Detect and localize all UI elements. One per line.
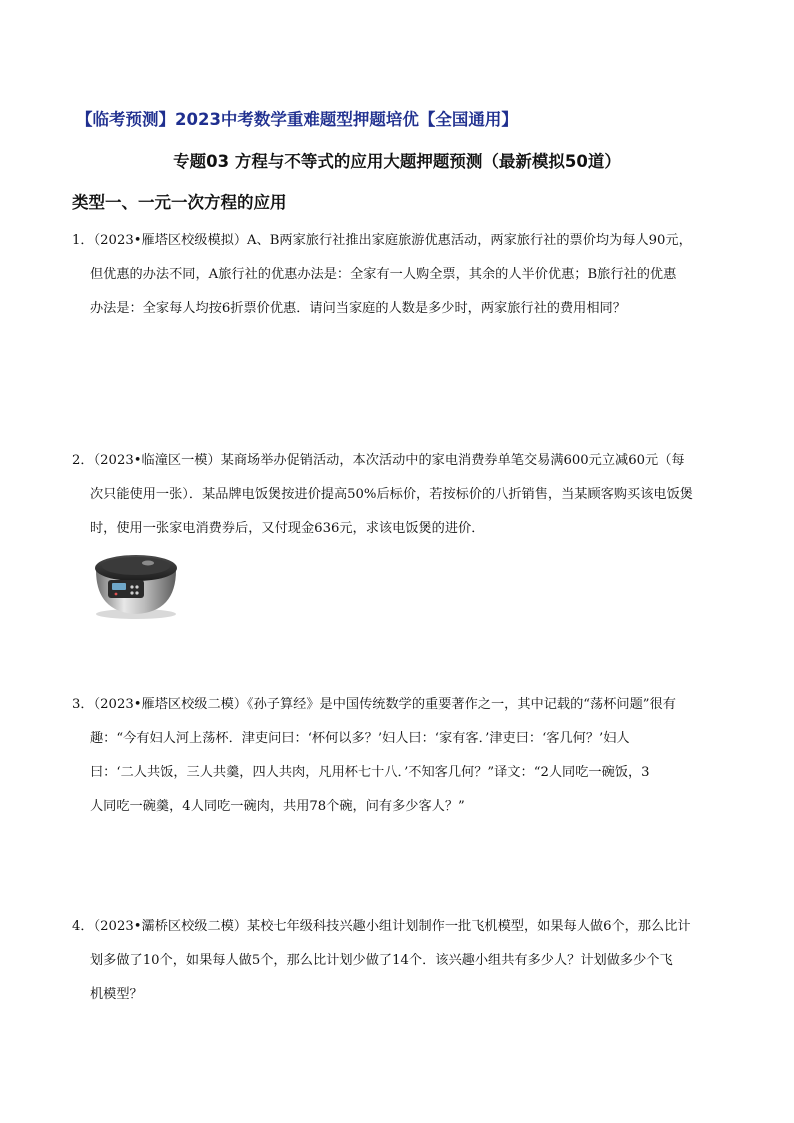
question-line: 办法是：全家每人均按6折票价优惠．请问当家庭的人数是多少时，两家旅行社的费用相同？ (90, 301, 626, 316)
document-title: 专题03 方程与不等式的应用大题押题预测（最新模拟50道） (173, 152, 621, 171)
question-line: 曰：‘二人共饭，三人共羹，四人共肉，凡用杯七十八．’不知客几何？”译文：“2人同吃一碗饭，3 (90, 765, 650, 780)
document-header: 【临考预测】2023中考数学重难题型押题培优【全国通用】 (76, 110, 518, 129)
section-heading: 类型一、一元一次方程的应用 (72, 193, 287, 212)
question-line: 4．（2023•灞桥区校级二模）某校七年级科技兴趣小组计划制作一批飞机模型，如果每人做6个，那么比计 (72, 919, 691, 934)
question-line: 趣：“今有妇人河上荡杯．津吏问曰：‘杯何以多？’妇人曰：‘家有客．’津吏曰：‘客几何？’妇人 (90, 731, 630, 746)
question-line: 机模型？ (90, 987, 143, 1002)
question-line: 3．（2023•雁塔区校级二模）《孙子算经》是中国传统数学的重要著作之一，其中记载的“荡杯问题”很有 (72, 697, 676, 712)
question-4 (72, 910, 732, 1012)
question-line: 2．（2023•临潼区一模）某商场举办促销活动，本次活动中的家电消费券单笔交易满600元立减60元（每 (72, 453, 685, 468)
question-line: 划多做了10个，如果每人做5个，那么比计划少做了14个．该兴趣小组共有多少人？计划做多少个飞 (90, 953, 673, 968)
rice-cooker-image (88, 542, 184, 620)
question-2 (72, 444, 732, 546)
question-line: 但优惠的办法不同，A旅行社的优惠办法是：全家有一人购全票，其余的人半价优惠；B旅行社的优惠 (90, 267, 677, 282)
question-line: 时，使用一张家电消费券后，又付现金636元，求该电饭煲的进价． (90, 521, 485, 536)
question-3 (72, 688, 732, 824)
question-line: 次只能使用一张）．某品牌电饭煲按进价提高50%后标价，若按标价的八折销售，当某顾客购买该电饭煲 (90, 487, 693, 502)
question-line: 1．（2023•雁塔区校级模拟）A、B两家旅行社推出家庭旅游优惠活动，两家旅行社的票价均为每人90元， (72, 233, 692, 248)
question-1 (72, 224, 732, 326)
question-line: 人同吃一碗羹，4人同吃一碗肉，共用78个碗，问有多少客人？” (90, 799, 465, 814)
